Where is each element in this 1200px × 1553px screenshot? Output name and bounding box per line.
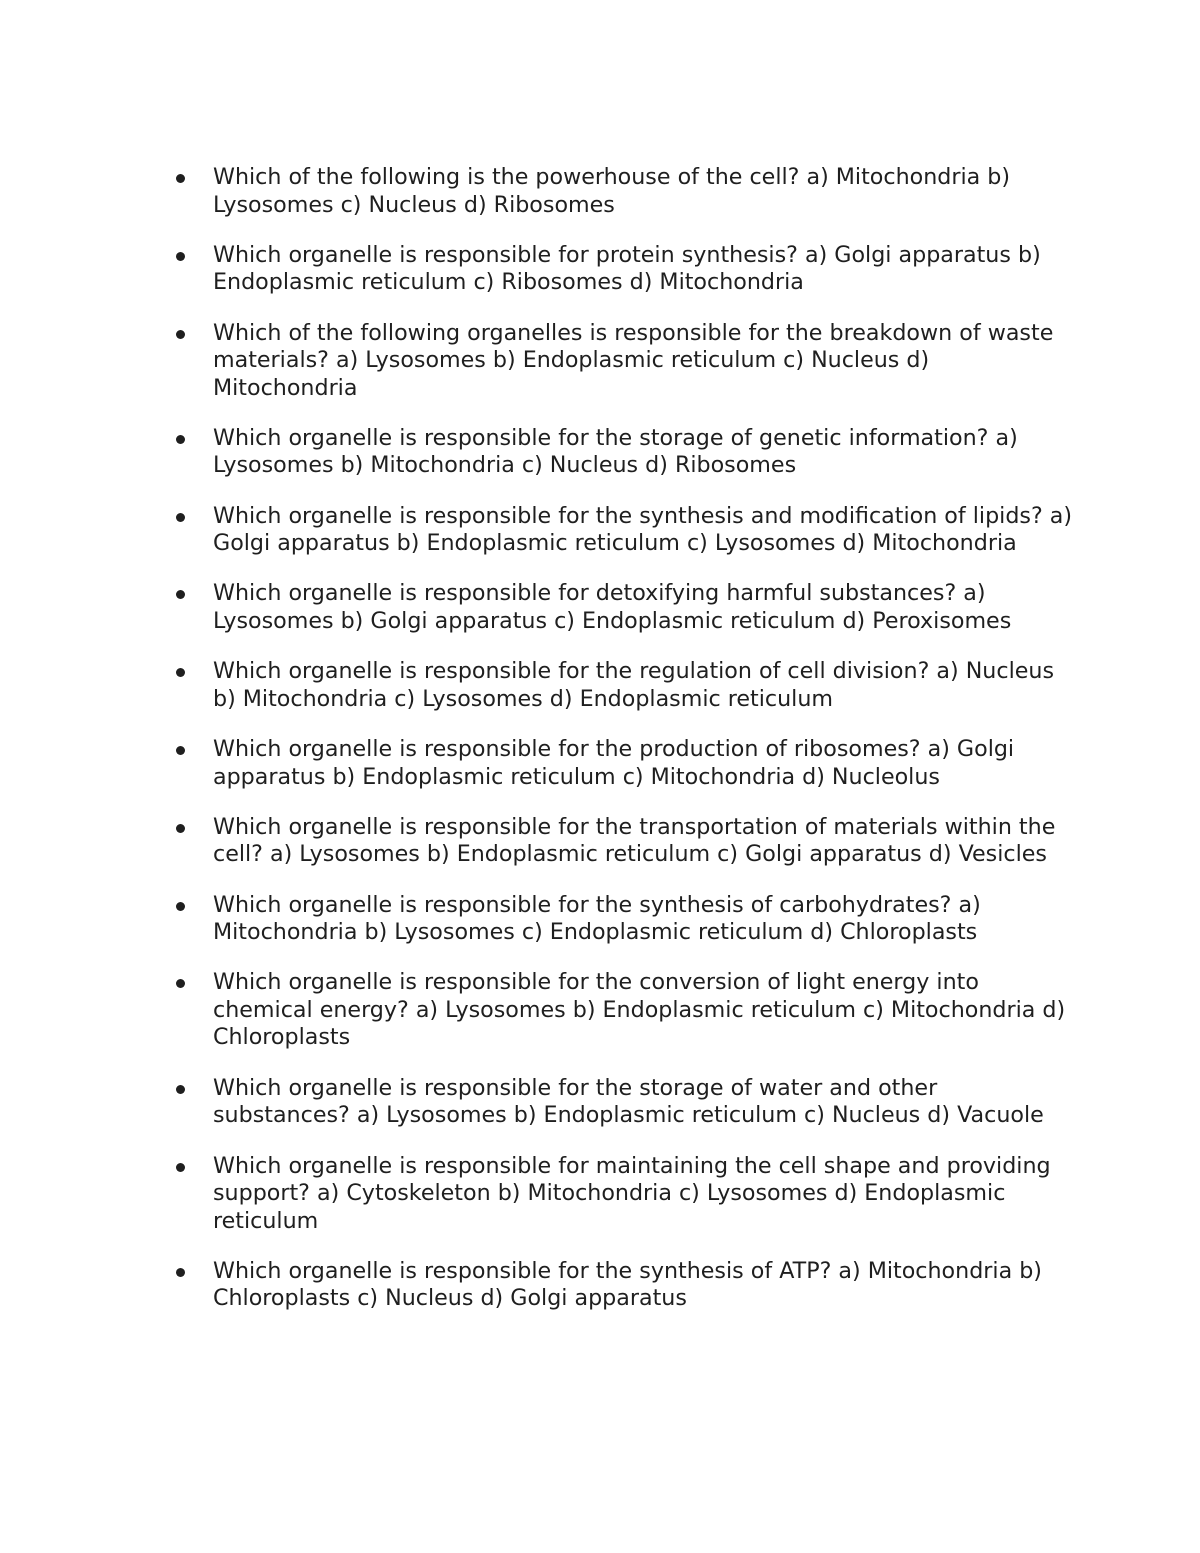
list-item [213,242,1073,297]
list-item [213,658,1073,713]
question-text: Which organelle is responsible for detoxifying harmful substances? a) Lysosomes b) Golgi apparatus c) Endoplasmic reticulum d) Peroxisomes [213,580,1012,634]
list-item [213,814,1073,869]
list-item [213,1075,1073,1130]
question-text: Which organelle is responsible for the storage of genetic information? a) Lysosomes b) Mitochondria c) Nucleus d) Ribosomes [213,424,1018,479]
bullet-icon [176,1268,185,1277]
question-text: Which organelle is responsible for the transportation of materials within the cell? a) Lysosomes b) Endoplasmic reticulum c) Golgi apparatus d) Vesicles [213,813,1056,868]
list-item [213,580,1073,635]
list-item [213,1153,1073,1236]
question-text: Which organelle is responsible for the synthesis and modification of lipids? a) Golgi apparatus b) Endoplasmic reticulum c) Lysosomes d) Mitochondria [213,502,1073,557]
bullet-icon [176,979,185,988]
bullet-icon [176,252,185,261]
question-text: Which organelle is responsible for the conversion of light energy into chemical energy? a) Lysosomes b) Endoplasmic reticulum c) Mitochondria d) Chloroplasts [213,969,1066,1051]
question-text: Which organelle is responsible for the production of ribosomes? a) Golgi apparatus b) Endoplasmic reticulum c) Mitochondria d) Nucleolus [213,736,1015,790]
bullet-icon [176,174,185,183]
list-item [213,736,1073,791]
list-item [213,425,1073,480]
bullet-icon [176,590,185,599]
bullet-icon [176,902,185,911]
bullet-icon [176,513,185,522]
list-item [213,969,1073,1052]
bullet-icon [176,1163,185,1172]
bullet-icon [176,435,185,444]
bullet-icon [176,746,185,755]
list-item [213,503,1073,558]
question-text: Which organelle is responsible for maintaining the cell shape and providing support? a) Cytoskeleton b) Mitochondria c) Lysosomes d) Endoplasmic reticulum [213,1152,1051,1234]
question-text: Which organelle is responsible for the synthesis of ATP? a) Mitochondria b) Chloroplasts c) Nucleus d) Golgi apparatus [213,1257,1042,1312]
list-item [213,320,1073,403]
question-text: Which of the following is the powerhouse of the cell? a) Mitochondria b) Lysosomes c) Nucleus d) Ribosomes [213,164,1011,218]
list-item [213,1258,1073,1313]
list-item [213,164,1073,219]
bullet-icon [176,824,185,833]
question-list [213,164,1073,1336]
question-text: Which organelle is responsible for the synthesis of carbohydrates? a) Mitochondria b) Lysosomes c) Endoplasmic reticulum d) Chloroplasts [213,891,981,946]
bullet-icon [176,330,185,339]
question-text: Which of the following organelles is responsible for the breakdown of waste materials? a) Lysosomes b) Endoplasmic reticulum c) Nucleus d) Mitochondria [213,319,1054,401]
list-item [213,892,1073,947]
question-text: Which organelle is responsible for the storage of water and other substances? a) Lysosomes b) Endoplasmic reticulum c) Nucleus d) Vacuole [213,1074,1044,1129]
bullet-icon [176,1085,185,1094]
bullet-icon [176,668,185,677]
question-text: Which organelle is responsible for protein synthesis? a) Golgi apparatus b) Endoplasmic reticulum c) Ribosomes d) Mitochondria [213,241,1041,296]
question-text: Which organelle is responsible for the regulation of cell division? a) Nucleus b) Mitochondria c) Lysosomes d) Endoplasmic reticulum [213,658,1055,712]
